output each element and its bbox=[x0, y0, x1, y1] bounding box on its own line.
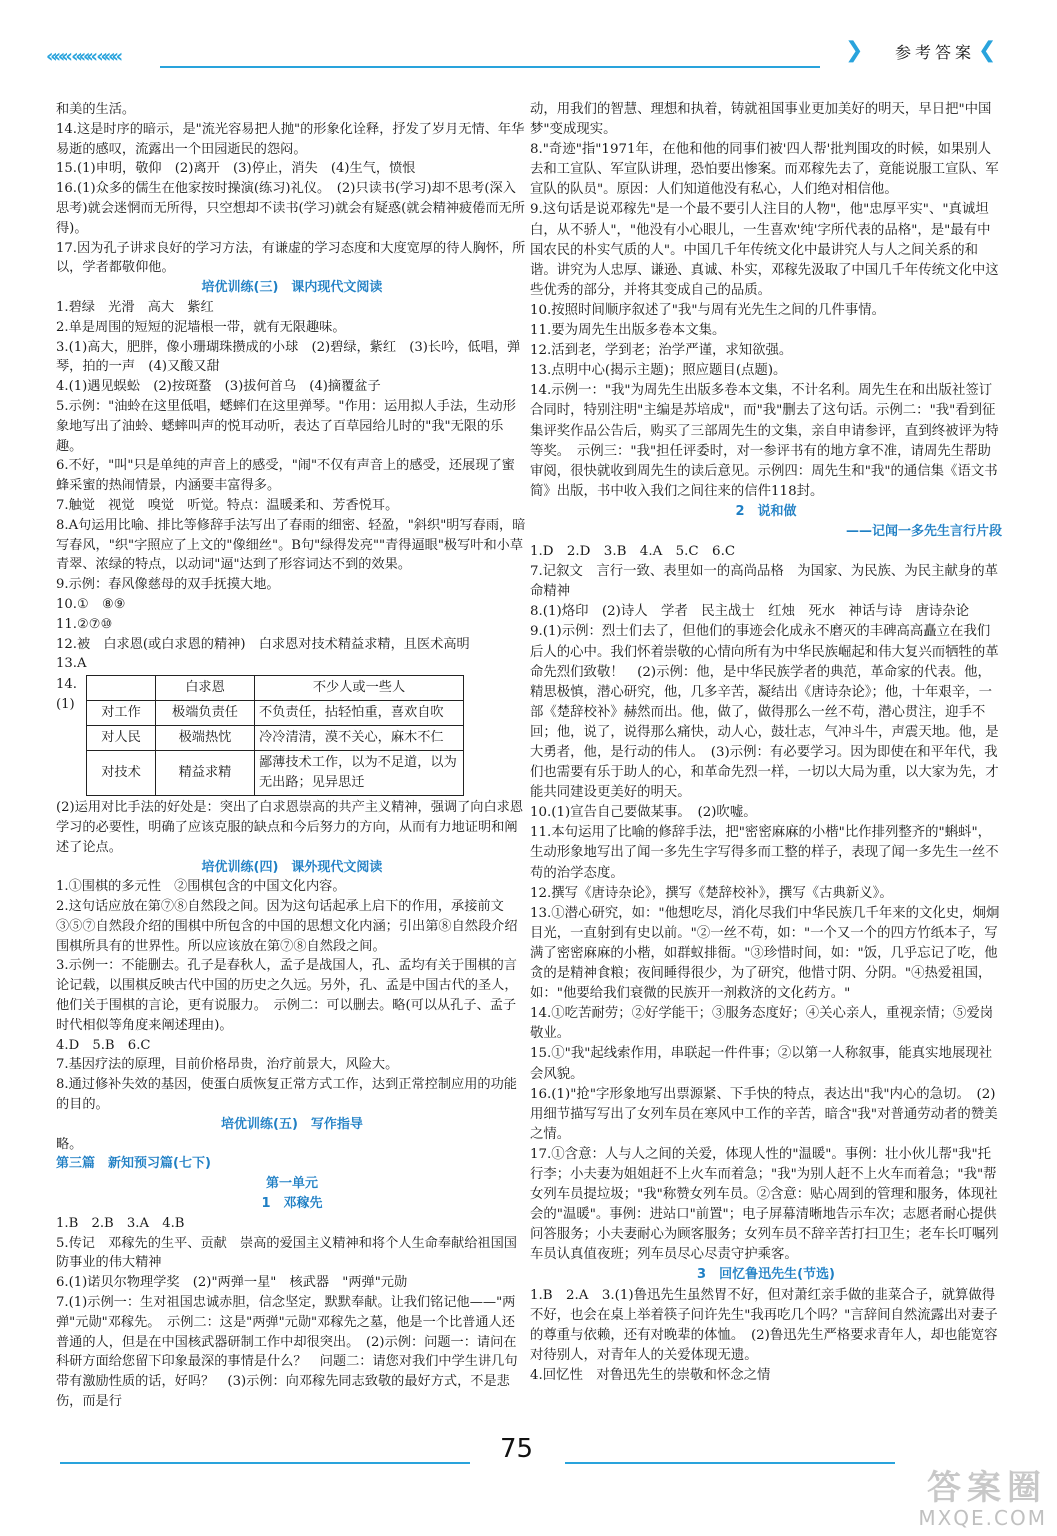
left-block-5 bbox=[56, 1135, 528, 1155]
answer-paragraph: 7.触觉 视觉 嗅觉 听觉。特点：温暖柔和、芳香悦耳。 bbox=[56, 497, 399, 513]
answer-paragraph: 15.①"我"起线索作用，串联起一件件事；②以第一人称叙事，能真实地展现社会风貌。 bbox=[530, 1046, 993, 1082]
table-row bbox=[87, 751, 464, 796]
watermark-url: MXQE.COM bbox=[918, 1506, 1047, 1530]
header-rule bbox=[160, 66, 820, 68]
answer-paragraph: 1.①围棋的多元性 ②围棋包含的中国文化内容。 bbox=[56, 879, 346, 895]
answer-paragraph: 11.要为周先生出版多卷本文集。 bbox=[530, 323, 726, 339]
answer-paragraph: 1.碧绿 光滑 高大 紫红 bbox=[56, 299, 214, 315]
table-cell: 对人民 bbox=[87, 726, 156, 751]
right-block-1 bbox=[530, 100, 1002, 502]
table-cell: 对工作 bbox=[87, 701, 156, 726]
answer-paragraph: 17.①含意：人与人之间的关爱，体现人性的"温暖"。事例：壮小伙儿帮"我"托行李；小夫妻为姐姐赶不上火车而着急；"我"为别人赶不上火车而着急；"我"帮女列车员提垃圾；"我"称赞女列车员。②含意：贴心周到的管理和服务，体现社会的"温暖"。事例：进站口"前置"；电子屏幕清晰地告示车次；志愿者耐心提供问答服务；小夫妻耐心为顾客服务；女列车员不辞辛苦打扫卫生；老车长叮嘱列车员认真值夜班；列车员尽心尽责守护乘客。 bbox=[530, 1146, 999, 1263]
section-heading: 培优训练(三) 课内现代文阅读 bbox=[201, 280, 383, 296]
part-heading: 第三篇 新知预习篇(七下) bbox=[56, 1156, 211, 1172]
header-arrow-icon: ❮ bbox=[978, 38, 997, 63]
table-cell: 不负责任，拈轻怕重，喜欢自吹 bbox=[255, 701, 464, 726]
table-cell: 极端负责任 bbox=[156, 701, 255, 726]
answer-paragraph: 7.记叙文 言行一致、表里如一的高尚品格 为国家、为民族、为民主献身的革命精神 bbox=[530, 564, 999, 600]
answer-paragraph: 4.(1)遇见蜈蚣 (2)按斑蝥 (3)拔何首乌 (4)摘覆盆子 bbox=[56, 379, 381, 395]
answer-paragraph: 10.按照时间顺序叙述了"我"与周有光先生之间的几件事情。 bbox=[530, 302, 885, 318]
footer-rule-left bbox=[60, 1462, 470, 1464]
header-chevrons: ««« ««« ««« bbox=[46, 46, 120, 67]
answer-paragraph: 10.① ⑧⑨ bbox=[56, 596, 126, 612]
table-label: 14.(1) bbox=[56, 677, 77, 712]
table-cell: 精益求精 bbox=[156, 751, 255, 796]
lesson-heading: 3 回忆鲁迅先生(节选) bbox=[697, 1267, 835, 1283]
answer-paragraph: 动，用我们的智慧、理想和执着，铸就祖国事业更加美好的明天，早日把"中国梦"变成现实。 bbox=[530, 102, 992, 138]
page-header bbox=[0, 0, 1057, 80]
table-cell: 鄙薄技术工作，以为不足道，以为无出路；见异思迁 bbox=[255, 751, 464, 796]
answer-paragraph: 1.B 2.B 3.A 4.B bbox=[56, 1215, 185, 1231]
answer-paragraph: 12.被 白求恩(或白求恩的精神) 白求恩对技术精益求精，且医术高明 bbox=[56, 636, 470, 652]
answer-paragraph: 10.(1)宣告自己要做某事。 (2)吹嘘。 bbox=[530, 805, 757, 821]
answer-paragraph: 6.(1)诺贝尔物理学奖 (2)"两弹一星" 核武器 "两弹"元勋 bbox=[56, 1275, 408, 1291]
table-cell: 极端热忱 bbox=[156, 726, 255, 751]
right-block-2 bbox=[530, 542, 1002, 1265]
table-cell: 对技术 bbox=[87, 751, 156, 796]
table-row bbox=[87, 701, 464, 726]
header-arrow-icon: ❯ bbox=[845, 38, 864, 63]
left-block-2 bbox=[56, 298, 528, 674]
answer-paragraph: 2.这句话应放在第⑦⑧自然段之间。因为这句话起承上启下的作用，承接前文③⑤⑦自然段介绍的围棋中所包含的中国的思想文化内涵；引出第⑧自然段介绍围棋所具有的世界性。所以应该放在第⑦⑧自然段之间。 bbox=[56, 899, 518, 954]
answer-paragraph: 12.撰写《唐诗杂论》，撰写《楚辞校补》，撰写《古典新义》。 bbox=[530, 885, 893, 901]
watermark-logo bbox=[872, 1470, 1047, 1530]
answer-paragraph: 9.这句话是说邓稼先"是一个最不要引人注目的人物"，他"忠厚平实"、"真诚坦白，从不骄人"，"他没有小心眼儿，一生喜欢'纯'字所代表的品格"，是"最有中国农民的朴实气质的人"。中国几千年传统文化中最讲究人与人之间关系的和谐。讲究为人忠厚、谦逊、真诚、朴实，邓稼先汲取了中国几千年传统文化中这些优秀的部分，并将其变成自己的品质。 bbox=[530, 202, 999, 298]
left-block-1 bbox=[56, 100, 528, 278]
table-header-cell: 不少人或一些人 bbox=[255, 676, 464, 701]
left-block-3 bbox=[56, 798, 528, 857]
answer-paragraph: (2)运用对比手法的好处是：突出了白求恩崇高的共产主义精神，强调了向白求恩学习的必要性，明确了应该克服的缺点和今后努力的方向，从而有力地证明和阐述了论点。 bbox=[56, 800, 524, 855]
answer-paragraph: 1.D 2.D 3.B 4.A 5.C 6.C bbox=[530, 544, 736, 560]
answer-paragraph: 11.本句运用了比喻的修辞手法，把"密密麻麻的小楷"比作排列整齐的"蝌蚪"，生动形象地写出了闻一多先生字写得多而工整的样子，表现了闻一多先生一丝不苟的治学态度。 bbox=[530, 825, 999, 881]
right-block-3 bbox=[530, 1286, 1002, 1386]
left-block-6 bbox=[56, 1214, 528, 1412]
footer-rule-right bbox=[565, 1462, 895, 1464]
answer-paragraph: 16.(1)众多的儒生在他家按时操演(练习)礼仪。 (2)只读书(学习)却不思考(深入思考)就会迷惘而无所得，只空想却不读书(学习)就会有疑惑(就会精神疲倦而无所得)。 bbox=[56, 181, 525, 236]
answer-paragraph: 14.①吃苦耐劳；②好学能干；③服务态度好；④关心亲人，重视亲情；⑤爱岗敬业。 bbox=[530, 1006, 994, 1042]
section-heading: 培优训练(五) 写作指导 bbox=[221, 1116, 363, 1132]
answer-paragraph: 16.(1)"抢"字形象地写出票源紧、下手快的特点，表达出"我"内心的急切。 (2)用细节描写写出了女列车员在寒风中工作的辛苦，暗含"我"对普通劳动者的赞美之情。 bbox=[530, 1086, 998, 1142]
table-header-row bbox=[87, 676, 464, 701]
answer-paragraph: 3.(1)高大，肥胖，像小珊瑚珠攒成的小球 (2)碧绿，紫红 (3)长吟，低唱，弹琴，拍的一声 (4)又酸又甜 bbox=[56, 339, 521, 375]
answer-paragraph: 9.示例：春风像慈母的双手抚摸大地。 bbox=[56, 577, 280, 593]
right-column bbox=[530, 100, 1002, 1386]
answer-paragraph: 3.示例一：不能删去。孔子是春秋人，孟子是战国人，孔、孟均有关于围棋的言论记载，以围棋反映古代中国的历史之久远。另外，孔、孟是中国古代的圣人，他们关于围棋的言论，更有说服力。 示例二：可以删去。略(可以从孔子、孟子时代相似等角度来阐述理由)。 bbox=[56, 958, 518, 1033]
table-cell: 冷冷清清，漠不关心，麻木不仁 bbox=[255, 726, 464, 751]
answer-paragraph: 7.(1)示例一：生对祖国忠诚赤胆，信念坚定，默默奉献。让我们铭记他——"两弹"元勋"邓稼先。 示例二：这是"两弹"元勋"邓稼先之墓，他是一个比普通人还普通的人，但是在中国核武器研制工作中却很突出。 (2)示例：问题一：请问在科研方面给您留下印象最深的事情是什么？ 问题二：请您对我们中学生讲几句带有激励性质的话，好吗？ (3)示例：向邓稼先同志致敬的最好方式，不是悲伤，而是行 bbox=[56, 1295, 518, 1410]
table-header-cell: 白求恩 bbox=[156, 676, 255, 701]
lesson-heading: 1 邓稼先 bbox=[261, 1196, 323, 1212]
page-number: 75 bbox=[500, 1434, 534, 1464]
table-row bbox=[87, 726, 464, 751]
answer-paragraph: 14.这是时序的暗示，是"流光容易把人抛"的形象化诠释，抒发了岁月无情、年华易逝的感叹，流露出一个田园逝民的怨闷。 bbox=[56, 121, 525, 157]
answer-paragraph: 8.A句运用比喻、排比等修辞手法写出了春雨的细密、轻盈，"斜织"明写春雨，暗写春风，"织"字照应了上文的"像细丝"。B句"绿得发亮""青得逼眼"极写叶和小草青翠、浓绿的特点，以动词"逼"达到了形容词达不到的效果。 bbox=[56, 517, 526, 573]
answer-paragraph: 和美的生活。 bbox=[56, 102, 136, 117]
left-column bbox=[56, 100, 528, 1412]
answer-paragraph: 8."奇迹"指"1971年，在他和他的同事们被'四人帮'批判围攻的时候，如果别人去和工宣队、军宣队讲理，恐怕要出惨案。而邓稼先去了，竟能说服工宣队、军宣队的队员"。原因：人们知道他没有私心，人们绝对相信他。 bbox=[530, 142, 999, 198]
unit-heading: 第一单元 bbox=[265, 1176, 318, 1192]
lesson-heading: 2 说和做 bbox=[735, 503, 797, 519]
answer-paragraph: 17.因为孔子讲求良好的学习方法，有谦虚的学习态度和大度宽厚的待人胸怀，所以，学者都敬仰他。 bbox=[56, 240, 526, 276]
answer-paragraph: 4.回忆性 对鲁迅先生的崇敬和怀念之情 bbox=[530, 1367, 771, 1383]
answer-paragraph: 14.示例一："我"为周先生出版多卷本文集，不计名利。周先生在和出版社签订合同时，特别注明"主编是苏培成"，而"我"删去了这句话。示例二："我"看到征集评奖作品公告后，购买了三部周先生的文集，亲自申请参评，直到终被评为特等奖。 示例三："我"担任评委时，对一参评书有的地方拿不准，请周先生帮助审阅，很快就收到周先生的读后意见。示例四：周先生和"我"的通信集《语文书简》出版，书中收入我们之间往来的信件118封。 bbox=[530, 383, 999, 499]
answer-paragraph: 5.传记 邓稼先的生平、贡献 崇高的爱国主义精神和将个人生命奉献给祖国国防事业的伟大精神 bbox=[56, 1235, 517, 1271]
answer-paragraph: 2.单是周围的短短的泥墙根一带，就有无限趣味。 bbox=[56, 319, 346, 335]
table-header-cell bbox=[87, 676, 156, 701]
answer-paragraph: 4.D 5.B 6.C bbox=[56, 1037, 151, 1053]
lesson-subheading: ——记闻一多先生言行片段 bbox=[845, 523, 1002, 539]
answer-paragraph: 略。 bbox=[56, 1136, 83, 1152]
answer-paragraph: 8.(1)烙印 (2)诗人 学者 民主战士 红烛 死水 神话与诗 唐诗杂论 bbox=[530, 604, 970, 620]
answer-paragraph: 13.点明中心(揭示主题)；照应题目(点题)。 bbox=[530, 363, 787, 379]
answer-paragraph: 7.基因疗法的原理，目前价格昂贵，治疗前景大，风险大。 bbox=[56, 1057, 399, 1073]
header-title: 参考答案 bbox=[894, 43, 975, 62]
answer-paragraph: 11.②⑦⑩ bbox=[56, 616, 113, 632]
answer-paragraph: 6.不好，"叫"只是单纯的声音上的感受，"闹"不仅有声音上的感受，还展现了蜜蜂采蜜的热闹情景，内涵要丰富得多。 bbox=[56, 458, 515, 494]
section-heading: 培优训练(四) 课外现代文阅读 bbox=[201, 859, 383, 875]
comparison-table bbox=[86, 675, 464, 796]
answer-paragraph: 13.①潜心研究，如："他想吃尽，消化尽我们中华民族几千年来的文化史，炯炯目光，一直射到有史以前。"②一丝不苟，如："一个又一个的四方竹纸本子，写满了密密麻麻的小楷，如群蚁排衙。"③珍惜时间，如："饭，几乎忘记了吃，他贪的是精神食粮；夜间睡得很少，为了研究，他惜寸阴、分阴。"④热爱祖国，如："他要给我们衰微的民族开一剂救济的文化药方。" bbox=[530, 905, 1000, 1002]
answer-paragraph: 8.通过修补失效的基因，使蛋白质恢复正常方式工作，达到正常控制应用的功能的目的。 bbox=[56, 1077, 517, 1113]
comparison-table-wrap bbox=[56, 675, 528, 796]
answer-paragraph: 12.活到老，学到老；治学严谨，求知欲强。 bbox=[530, 343, 793, 359]
answer-paragraph: 13.A bbox=[56, 656, 87, 672]
left-block-4 bbox=[56, 877, 528, 1115]
answer-paragraph: 15.(1)申明，敬仰 (2)离开 (3)停止，消失 (4)生气，愤恨 bbox=[56, 161, 416, 177]
watermark-text: 答案圈 bbox=[927, 1468, 1047, 1508]
answer-paragraph: 5.示例："油蛉在这里低唱，蟋蟀们在这里弹琴。"作用：运用拟人手法，生动形象地写出了油蛉、蟋蟀叫声的悦耳动听，表达了百草园给儿时的"我"无限的乐趣。 bbox=[56, 398, 516, 454]
answer-paragraph: 9.(1)示例：烈士们去了，但他们的事迹会化成永不磨灭的丰碑高高矗立在我们后人的心中。我们怀着崇敬的心情向所有为中华民族崛起和伟大复兴而牺牲的革命先烈们致敬！ (2)示例：他，是中华民族学者的典范，革命家的代表。他，精思极慎，潜心研究，他，几多辛苦，凝结出《唐诗杂论》；他，十年艰辛，一部《楚辞校补》赫然而出。他，做了，做得那么一丝不苟，潜心贯注，迎手不回；他，说了，说得那么痛快，动人心，鼓壮志，气冲斗牛，声震天地。他，是大勇者，他，是行动的伟人。 (3)示例：有必要学习。因为即使在和平年代，我们也需要有乐于助人的心，和革命先烈一样，一切以大局为重，以大家为先，才能共同建设更美好的明天。 bbox=[530, 624, 999, 801]
answer-paragraph: 1.B 2.A 3.(1)鲁迅先生虽然胃不好，但对萧红亲手做的韭菜合子，就算做得不好，也会在桌上举着筷子问许先生"我再吃几个吗？"言辞间自然流露出对妻子的尊重与依赖，还有对晚辈的体恤。 (2)鲁迅先生严格要求青年人，却也能宽容对待别人，对青年人的关爱体现无遗。 bbox=[530, 1287, 998, 1363]
